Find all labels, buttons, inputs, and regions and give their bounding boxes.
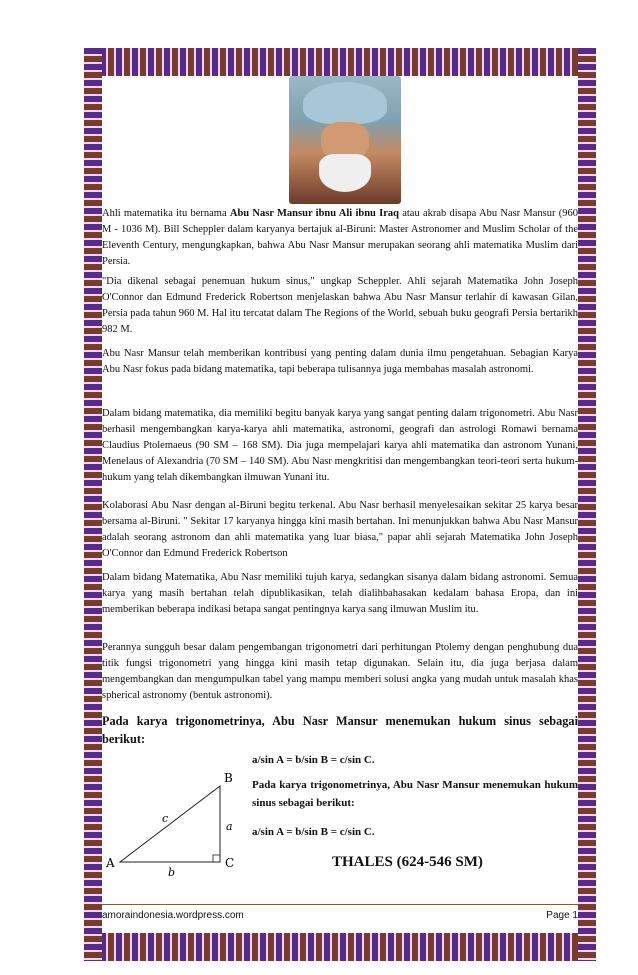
paragraph-5: Kolaborasi Abu Nasr dengan al-Biruni begitu terkenal. Abu Nasr berhasil menyelesaikan sekitar 25 karya besar bersama al-Biruni. " Sekitar 17 karyanya hingga kini masih bertahan. Ini menunjukkan bahwa Abu Nasr Mansur adalah seorang astronom dan ahli matematika yang luar biasa," papar ahli sejarah Matematika John Joseph O'Connor dan Edmund Frederick Robertson [102,500,578,559]
right-triangle-diagram [102,768,242,878]
thales-section-title: THALES (624-546 SM) [332,854,483,870]
footer-page-number: Page 1 [546,910,578,921]
vertex-label-A: A [106,856,115,870]
paragraph-7: Perannya sungguh besar dalam pengembangan trigonometri dari perhitungan Ptolemy dengan penghubung dua titik fungsi trigonometri yang hingga kini masih tetap digunakan. Selain itu, dia juga berjasa dalam mengembangkan dan mengumpulkan tabel yang mampu memberi solusi angka yang mudah untuk masalah khas spherical astronomy (bentuk astronomi). [102,642,578,701]
side-label-b: b [168,866,176,878]
sine-law-equation-1: a/sin A = b/sin B = c/sin C. [252,754,375,766]
sine-law-equation-2: a/sin A = b/sin B = c/sin C. [252,826,375,838]
right-angle-marker [213,855,220,862]
vertex-label-B: B [224,771,233,785]
decorative-border-right [578,48,596,961]
document-page [102,76,578,933]
portrait-beard [319,154,371,192]
p1-text-after: atau akrab disapa Abu Nasr Mansur (960 M - 1036 M). Bill Scheppler dalam karyanya bertajuk al-Biruni: Master Astronomer and Muslim Scholar of the Eleventh Century, mengungkapkan, bahwa Abu Nasr Mansur merupakan seorang ahli matematika Muslim dari Persia. [102,208,578,267]
paragraph-6: Dalam bidang Matematika, Abu Nasr memiliki tujuh karya, sedangkan sisanya dalam bidang astronomi. Semua karya yang masih bertahan telah dipublikasikan, telah dialihbahasakan kedalam bahasa Eropa, dan ini memberikan beberapa indikasi betapa sangat pentingnya karya sang ilmuwan Muslim itu. [102,572,578,615]
decorative-border-top [84,48,596,76]
paragraph-2: "Dia dikenal sebagai penemuan hukum sinus," ungkap Scheppler. Ahli sejarah Matematika John Joseph O'Connor dan Edmund Frederick Robertson menjelaskan bahwa Abu Nasr Mansur terlahir di kawasan Gilan, Persia pada tahun 960 M. Hal itu tercatat dalam The Regions of the World, sebuah buku geografi Persia bertarikh 982 M. [102,276,578,335]
side-label-c: c [162,812,169,825]
footer-website: amoraindonesia.wordpress.com [102,910,244,921]
paragraph-1 [102,206,578,270]
triangle-shape [120,786,220,862]
side-label-a: a [226,820,233,833]
p1-bold-name: Abu Nasr Mansur ibnu Ali ibnu Iraq [229,208,399,219]
sine-law-heading-2: Pada karya trigonometrinya, Abu Nasr Mansur menemukan hukum sinus sebagai berikut: [252,779,578,809]
portrait-turban [303,82,387,124]
decorative-border-left [84,48,102,961]
decorative-border-bottom [84,933,596,961]
portrait-image [289,76,401,204]
paragraph-3: Abu Nasr Mansur telah memberikan kontribusi yang penting dalam dunia ilmu pengetahuan. Sebagian Karya Abu Nasr fokus pada bidang matematika, tapi beberapa tulisannya juga membahas masalah astronomi. [102,348,578,375]
footer-divider [102,904,578,905]
vertex-label-C: C [225,856,235,870]
paragraph-4: Dalam bidang matematika, dia memiliki begitu banyak karya yang sangat penting dalam trigonometri. Abu Nasr berhasil mengembangkan karya-karya ahli matematika, astronomi, geografi dan astrologi Romawi bernama Claudius Ptolemaeus (90 SM – 168 SM). Dia juga mempelajari karya ahli matematika dan astronom Yunani, Menelaus of Alexandria (70 SM – 140 SM). Abu Nasr mengkritisi dan mengembangkan teori-teori serta hukum-hukum yang telah dikembangkan ilmuwan Yunani itu. [102,408,578,483]
sine-law-heading-1: Pada karya trigonometrinya, Abu Nasr Mansur menemukan hukum sinus sebagai berikut: [102,714,578,746]
p1-text-before: Ahli matematika itu bernama [102,208,230,219]
